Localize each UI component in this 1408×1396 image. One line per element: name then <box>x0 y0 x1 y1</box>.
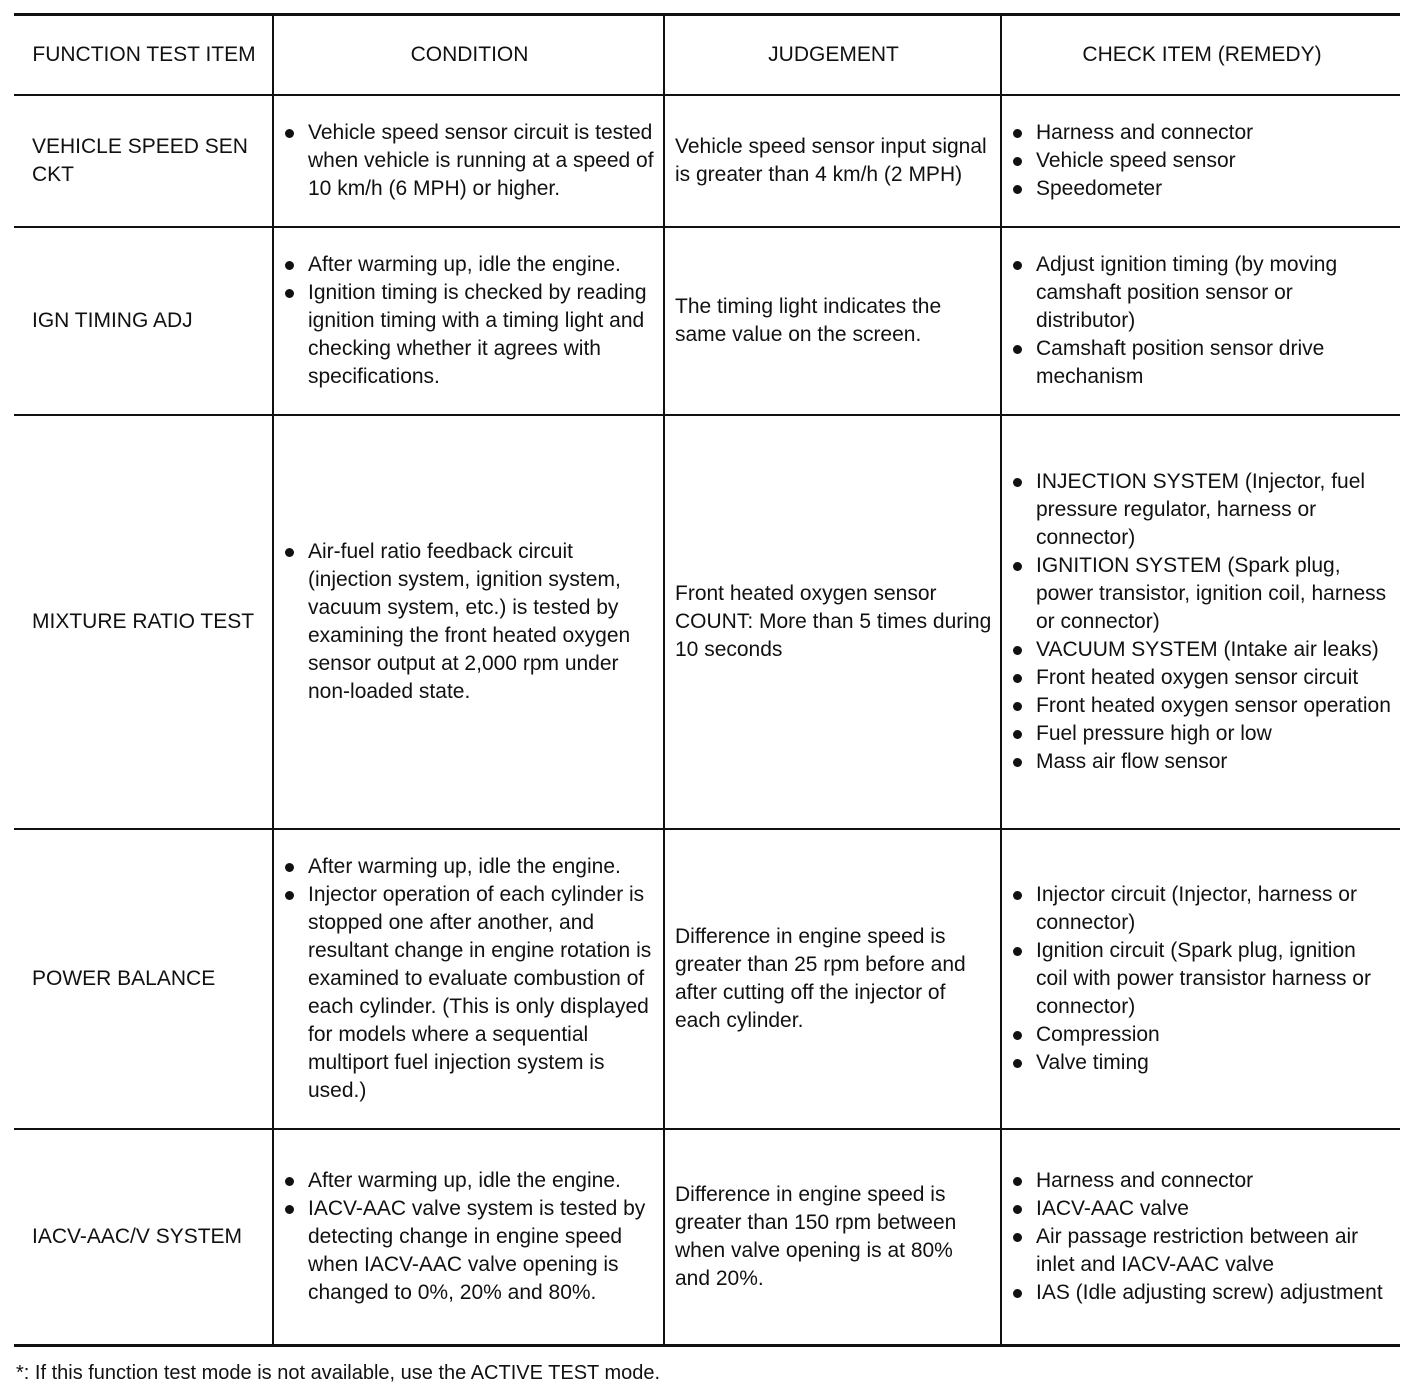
check-item-bullet: Harness and connector <box>1012 1167 1392 1195</box>
header-function-test-item: FUNCTION TEST ITEM <box>14 15 273 96</box>
table-row <box>14 829 1400 1129</box>
check-item-bullet: Compression <box>1012 1021 1392 1049</box>
condition-cell <box>273 227 664 415</box>
function-test-item: IACV-AAC/V SYSTEM <box>14 1129 273 1346</box>
judgement-cell: Front heated oxygen sensor COUNT: More than 5 times during 10 seconds <box>664 415 1001 829</box>
condition-cell <box>273 415 664 829</box>
check-item-cell <box>1001 415 1400 829</box>
check-item-bullet: Mass air flow sensor <box>1012 748 1392 776</box>
check-item-cell <box>1001 227 1400 415</box>
check-item-bullet: IACV-AAC valve <box>1012 1195 1392 1223</box>
header-condition: CONDITION <box>273 15 664 96</box>
footnote: *: If this function test mode is not available, use the ACTIVE TEST mode. <box>16 1362 661 1384</box>
check-item-bullet: Fuel pressure high or low <box>1012 720 1392 748</box>
check-item-bullet: Harness and connector <box>1012 119 1392 147</box>
condition-bullet: Ignition timing is checked by reading ignition timing with a timing light and checking whether it agrees with specifications. <box>284 279 655 391</box>
check-item-bullet: Valve timing <box>1012 1049 1392 1077</box>
check-item-cell <box>1001 1129 1400 1346</box>
check-item-bullet: Speedometer <box>1012 175 1392 203</box>
check-item-bullet: Adjust ignition timing (by moving camshaft position sensor or distributor) <box>1012 251 1392 335</box>
check-item-bullet: Air passage restriction between air inlet and IACV-AAC valve <box>1012 1223 1392 1279</box>
function-test-item: MIXTURE RATIO TEST <box>14 415 273 829</box>
table-row <box>14 415 1400 829</box>
check-item-bullet: Vehicle speed sensor <box>1012 147 1392 175</box>
check-item-bullet: Camshaft position sensor drive mechanism <box>1012 335 1392 391</box>
table-row <box>14 95 1400 227</box>
condition-bullet: After warming up, idle the engine. <box>284 853 655 881</box>
check-item-bullet: Front heated oxygen sensor operation <box>1012 692 1392 720</box>
condition-cell <box>273 829 664 1129</box>
function-test-item: VEHICLE SPEED SEN CKT <box>14 95 273 227</box>
condition-bullet: After warming up, idle the engine. <box>284 1167 655 1195</box>
header-row <box>14 15 1400 96</box>
condition-cell <box>273 95 664 227</box>
condition-bullet: Injector operation of each cylinder is stopped one after another, and resultant change in engine rotation is examined to evaluate combustion of each cylinder. (This is only displayed for models where a sequential multiport fuel injection system is used.) <box>284 881 655 1105</box>
check-item-bullet: IAS (Idle adjusting screw) adjustment <box>1012 1279 1392 1307</box>
condition-bullet: IACV-AAC valve system is tested by detecting change in engine speed when IACV-AAC valve opening is changed to 0%, 20% and 80%. <box>284 1195 655 1307</box>
header-check-item: CHECK ITEM (REMEDY) <box>1001 15 1400 96</box>
check-item-bullet: Ignition circuit (Spark plug, ignition coil with power transistor harness or connector) <box>1012 937 1392 1021</box>
function-test-item: POWER BALANCE <box>14 829 273 1129</box>
condition-bullet: Vehicle speed sensor circuit is tested when vehicle is running at a speed of 10 km/h (6 MPH) or higher. <box>284 119 655 203</box>
condition-cell <box>273 1129 664 1346</box>
check-item-bullet: Front heated oxygen sensor circuit <box>1012 664 1392 692</box>
check-item-bullet: VACUUM SYSTEM (Intake air leaks) <box>1012 636 1392 664</box>
judgement-cell: Difference in engine speed is greater than 150 rpm between when valve opening is at 80% and 20%. <box>664 1129 1001 1346</box>
check-item-bullet: Injector circuit (Injector, harness or connector) <box>1012 881 1392 937</box>
check-item-bullet: INJECTION SYSTEM (Injector, fuel pressure regulator, harness or connector) <box>1012 468 1392 552</box>
condition-bullet: Air-fuel ratio feedback circuit (injection system, ignition system, vacuum system, etc.) is tested by examining the front heated oxygen sensor output at 2,000 rpm under non-loaded state. <box>284 538 655 706</box>
judgement-cell: Difference in engine speed is greater than 25 rpm before and after cutting off the injector of each cylinder. <box>664 829 1001 1129</box>
table-row <box>14 1129 1400 1346</box>
function-test-item: IGN TIMING ADJ <box>14 227 273 415</box>
header-judgement: JUDGEMENT <box>664 15 1001 96</box>
judgement-cell: The timing light indicates the same value on the screen. <box>664 227 1001 415</box>
function-test-table <box>14 13 1400 1347</box>
check-item-bullet: IGNITION SYSTEM (Spark plug, power transistor, ignition coil, harness or connector) <box>1012 552 1392 636</box>
condition-bullet: After warming up, idle the engine. <box>284 251 655 279</box>
judgement-cell: Vehicle speed sensor input signal is greater than 4 km/h (2 MPH) <box>664 95 1001 227</box>
check-item-cell <box>1001 95 1400 227</box>
table-row <box>14 227 1400 415</box>
check-item-cell <box>1001 829 1400 1129</box>
